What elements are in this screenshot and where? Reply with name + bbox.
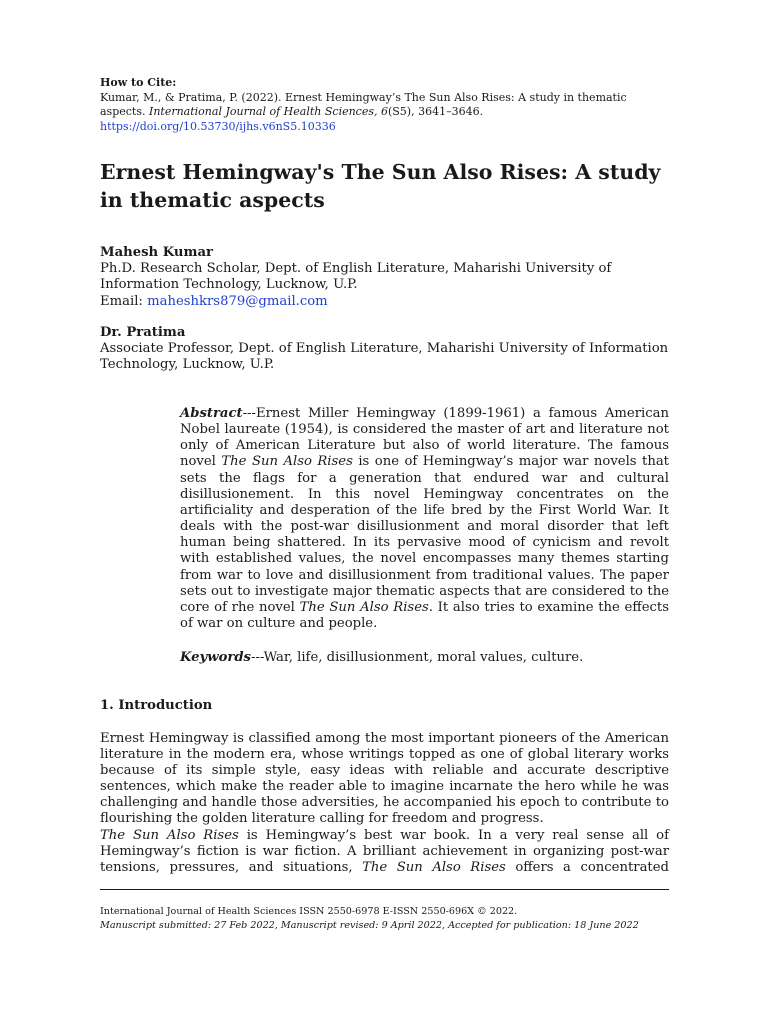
citation-heading-line [100, 76, 669, 91]
doi-link[interactable]: https://doi.org/10.53730/ijhs.v6nS5.10336 [100, 119, 336, 133]
intro-paragraph-1: Ernest Hemingway is classified among the most important pioneers of the American literature in the modern era, whose writings topped as one of global literary works because of its simple style, easy ideas with reliable and accurate descriptive sentences, which make the reader able to imagine incarnate the hero while he was challenging and handle those adversities, he accompanied his epoch to contribute to flourishing the golden literature calling for freedom and progress. [100, 731, 669, 827]
citation-reference: Kumar, M., & Pratima, P. (2022). Ernest Hemingway’s The Sun Also Rises: A study in thematic aspects. International Journal of Health Sciences, 6(S5), 3641–3646. [100, 90, 627, 118]
manuscript-dates: Manuscript submitted: 27 Feb 2022, Manuscript revised: 9 April 2022, Accepted for publication: 18 June 2022 [100, 919, 639, 931]
author-email-line [100, 294, 669, 310]
journal-info: International Journal of Health Sciences ISSN 2550-6978 E-ISSN 2550-696X © 2022. [100, 906, 518, 917]
novel-title: The Sun Also Rises [100, 827, 239, 843]
citation-journal: International Journal of Health Sciences, 6 [148, 105, 388, 118]
keywords-text: ---War, life, disillusionment, moral values, culture. [250, 650, 584, 665]
author-affiliation: Associate Professor, Dept. of English Literature, Maharishi University of Information Technology, Lucknow, U.P. [100, 341, 669, 373]
intro-paragraph-2: The Sun Also Rises is Hemingway’s best war book. In a very real sense all of Hemingway’s fiction is war fiction. A brilliant achievement in organizing post-war tensions, pressures, and situations, The Sun Also Rises offers a concentrated [100, 827, 669, 875]
author-name: Dr. Pratima [100, 325, 186, 340]
author-block-2 [100, 325, 669, 374]
novel-title: The Sun Also Rises [221, 454, 353, 470]
email-label: Email: [100, 293, 148, 309]
section-heading: 1. Introduction [100, 698, 213, 713]
footer-divider [100, 889, 669, 890]
page-footer [100, 905, 669, 932]
citation-heading: How to Cite [100, 76, 173, 89]
citation-block [100, 76, 669, 134]
paper-title: Ernest Hemingway's The Sun Also Rises: A study in thematic aspects [100, 160, 661, 212]
novel-title: The Sun Also Rises [362, 859, 506, 875]
keywords-label: Keywords [180, 650, 251, 665]
author-block-1 [100, 245, 669, 310]
abstract-label: Abstract [180, 406, 243, 421]
novel-title: The Sun Also Rises [299, 599, 429, 615]
author-name: Mahesh Kumar [100, 245, 213, 260]
introduction-body [100, 731, 669, 876]
author-email-link[interactable]: maheshkrs879@gmail.com [147, 293, 328, 309]
citation-colon: : [172, 76, 177, 89]
abstract: Abstract---Ernest Miller Hemingway (1899-1961) a famous American Nobel laureate (1954), is considered the master of art and literature not only of American Literature but also of world literature. The famous novel The Sun Also Rises is one of Hemingway’s major war novels that sets the flags for a generation that endured war and cultural disillusionement. In this novel Hemingway concentrates on the artificiality and desperation of the life bred by the First World War. It deals with the post-war disillusionment and moral disorder that left human being shattered. In its pervasive mood of cynicism and revolt with established values, the novel encompasses many themes starting from war to love and disillusionment from traditional values. The paper sets out to investigate major thematic aspects that are considered to the core of rhe novel The Sun Also Rises. It also tries to examine the effects of war on culture and people. [180, 406, 669, 632]
author-affiliation: Ph.D. Research Scholar, Dept. of English Literature, Maharishi University of Information Technology, Lucknow, U.P. [100, 261, 612, 293]
keywords [180, 650, 669, 666]
